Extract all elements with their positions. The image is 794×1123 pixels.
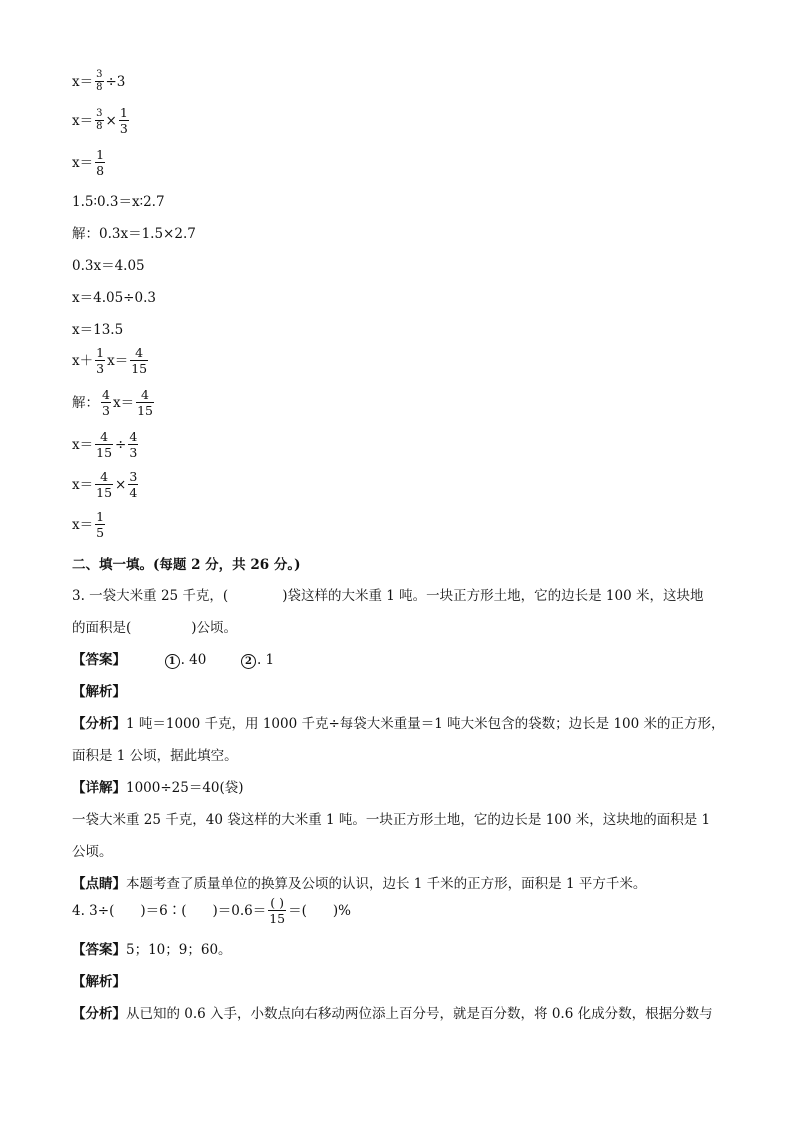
eq-text: x＝ — [107, 352, 129, 369]
eq3-step1 — [72, 388, 156, 417]
numerator: 4 — [129, 429, 138, 444]
fraction — [95, 346, 105, 375]
eq3-step2 — [72, 430, 140, 459]
denominator: 4 — [129, 485, 138, 500]
denominator: 15 — [269, 911, 286, 926]
numerator: ( ) — [270, 895, 285, 910]
numerator: 3 — [96, 108, 103, 119]
q3-fenxi-line1 — [72, 716, 725, 732]
numerator: 3 — [96, 69, 103, 80]
q4-text: )＝6∶( — [140, 902, 187, 919]
fraction — [95, 470, 113, 499]
fenxi-tag: 【分析】 — [72, 1006, 126, 1022]
eq3-step4 — [72, 510, 107, 539]
fraction — [95, 70, 103, 93]
denominator: 15 — [131, 361, 148, 376]
eq2-step1: 解：0.3x＝1.5×2.7 — [72, 226, 196, 242]
numerator: 1 — [119, 105, 128, 120]
eq2-problem: 1.5∶0.3＝x∶2.7 — [72, 194, 165, 210]
fraction — [268, 896, 286, 925]
numerator: 4 — [102, 387, 110, 402]
fraction — [136, 388, 154, 417]
circled-number: 2 — [241, 654, 256, 669]
fenxi-tag: 【分析】 — [72, 716, 126, 732]
q3-text: )公顷。 — [191, 620, 238, 636]
q3-detail-line3: 公顷。 — [72, 844, 113, 860]
denominator: 3 — [119, 121, 128, 136]
fraction — [128, 470, 138, 499]
denominator: 3 — [102, 403, 110, 418]
operator: × — [115, 476, 127, 493]
q4-answer — [72, 942, 232, 958]
answer-tag: 【答案】 — [72, 942, 126, 958]
numerator: 1 — [96, 147, 105, 162]
fraction — [95, 430, 113, 459]
operator: × — [105, 112, 117, 129]
numerator: 1 — [96, 509, 105, 524]
answer-tag: 【答案】 — [72, 652, 126, 668]
eq-text: x＝ — [72, 112, 94, 129]
denominator: 8 — [96, 163, 105, 178]
eq-text: x＋ — [72, 352, 94, 369]
denominator: 3 — [96, 361, 105, 376]
eq1-line3 — [72, 148, 107, 177]
q4-text: )＝0.6＝ — [212, 902, 267, 919]
q3-text: 3. 一袋大米重 25 千克，( — [72, 588, 229, 604]
q3-analysis-tag: 【解析】 — [72, 684, 126, 700]
q4-text: ＝( — [288, 902, 307, 919]
denominator: 15 — [96, 485, 113, 500]
q3-answer — [72, 652, 274, 669]
fraction — [101, 388, 111, 417]
eq2-step2: 0.3x＝4.05 — [72, 258, 145, 274]
eq3-problem — [72, 346, 150, 375]
denominator: 8 — [96, 121, 103, 132]
fenxi-text: 1 吨＝1000 千克，用 1000 千克÷每袋大米重量＝1 吨大米包含的袋数；边长是 100 米的正方形， — [126, 716, 725, 732]
eq-text: x＝ — [72, 154, 94, 171]
fraction — [130, 346, 148, 375]
q3-text: 的面积是( — [72, 620, 132, 636]
eq-text: x＝ — [72, 476, 94, 493]
operator: ÷ — [115, 436, 127, 453]
answer-value: . 40 — [180, 652, 207, 668]
eq-text: x＝ — [72, 73, 94, 90]
q3-line1 — [72, 588, 704, 604]
fraction — [95, 109, 103, 132]
q4-fenxi — [72, 1006, 713, 1022]
eq-text: x＝ — [112, 394, 135, 411]
q4-text: )% — [332, 902, 352, 919]
q3-comment — [72, 876, 646, 892]
q3-fenxi-line2: 面积是 1 公顷，据此填空。 — [72, 748, 238, 764]
numerator: 4 — [100, 469, 109, 484]
fraction — [119, 106, 129, 135]
denominator: 3 — [129, 445, 138, 460]
numerator: 4 — [135, 345, 144, 360]
answer-value: 5；10；9；60。 — [126, 942, 232, 958]
fraction — [95, 510, 105, 539]
answer-value: . 1 — [256, 652, 275, 668]
numerator: 1 — [96, 345, 105, 360]
eq1-line2 — [72, 106, 131, 135]
q3-detail-line2: 一袋大米重 25 千克，40 袋这样的大米重 1 吨。一块正方形土地，它的边长是 100 米，这块地的面积是 1 — [72, 812, 711, 828]
eq-text: x＝ — [72, 436, 94, 453]
detail-text: 1000÷25＝40(袋) — [126, 780, 244, 796]
denominator: 5 — [96, 525, 105, 540]
comment-text: 本题考查了质量单位的换算及公顷的认识，边长 1 千米的正方形，面积是 1 平方千米。 — [126, 876, 647, 892]
numerator: 3 — [129, 469, 138, 484]
eq1-line1 — [72, 70, 125, 93]
eq2-step4: x＝13.5 — [72, 322, 124, 338]
fraction — [95, 148, 105, 177]
eq-text: x＝ — [72, 516, 94, 533]
denominator: 8 — [96, 82, 103, 93]
q3-detail — [72, 780, 244, 796]
numerator: 4 — [141, 387, 149, 402]
q4-question — [72, 896, 351, 925]
denominator: 15 — [96, 445, 113, 460]
denominator: 15 — [137, 403, 153, 418]
numerator: 4 — [100, 429, 109, 444]
fraction — [128, 430, 138, 459]
q4-analysis-tag: 【解析】 — [72, 974, 126, 990]
eq-text: ÷3 — [105, 73, 126, 90]
q4-text: 4. 3÷( — [72, 902, 115, 919]
q3-line2 — [72, 620, 237, 636]
circled-number: 1 — [165, 654, 180, 669]
comment-tag: 【点睛】 — [72, 876, 126, 892]
eq3-step3 — [72, 470, 140, 499]
section-heading: 二、填一填。(每题 2 分，共 26 分。) — [72, 557, 301, 573]
eq2-step3: x＝4.05÷0.3 — [72, 290, 156, 306]
q3-text: )袋这样的大米重 1 吨。一块正方形土地，它的边长是 100 米，这块地 — [282, 588, 704, 604]
detail-tag: 【详解】 — [72, 780, 126, 796]
fenxi-text: 从已知的 0.6 入手，小数点向右移动两位添上百分号，就是百分数，将 0.6 化成分数，根据分数与 — [126, 1006, 713, 1022]
eq-text: 解： — [72, 394, 99, 411]
